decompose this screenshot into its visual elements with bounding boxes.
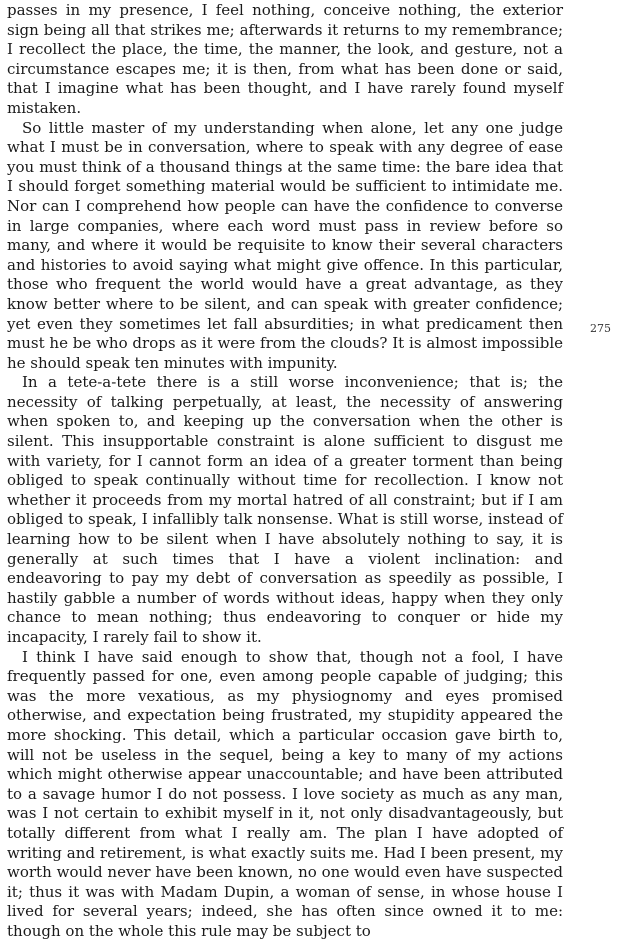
paragraph-1: passes in my presence, I feel nothing, conceive nothing, the exterior sign being all that strikes me; afterwards it returns to my remembrance; I recollect the place, the time, the manner, the look, and gesture, not a circumstance escapes me; it is then, from what has been done or said, that I imagine what has been thought, and I have rarely found myself mistaken. <box>7 1 563 117</box>
body-text <box>7 1 563 942</box>
paragraph-2: So little master of my understanding when alone, let any one judge what I must be in conversation, where to speak with any degree of ease you must think of a thousand things at the same time: the bare idea that I should forget something material would be sufficient to intimidate me. Nor can I comprehend how people can have the confidence to converse in large companies, where each word must pass in review before so many, and where it would be requisite to know their several characters and histories to avoid saying what might give offence. In this particular, those who frequent the world would have a great advantage, as they know better where to be silent, and can speak with greater confidence; yet even they sometimes let fall absurdities; in what predicament then must he be who drops as it were from the clouds? It is almost impossible he should speak ten minutes with impunity. <box>7 118 563 372</box>
page-number: 275 <box>590 322 611 335</box>
paragraph-3: In a tete-a-tete there is a still worse inconvenience; that is; the necessity of talking perpetually, at least, the necessity of answering when spoken to, and keeping up the conversation when the other is silent. This insupportable constraint is alone sufficient to disgust me with variety, for I cannot form an idea of a greater torment than being obliged to speak continually without time for recollection. I know not whether it proceeds from my mortal hatred of all constraint; but if I am obliged to speak, I infallibly talk nonsense. What is still worse, instead of learning how to be silent when I have absolutely nothing to say, it is generally at such times that I have a violent inclination: and endeavoring to pay my debt of conversation as speedily as possible, I hastily gabble a number of words without ideas, happy when they only chance to mean nothing; thus endeavoring to conquer or hide my incapacity, I rarely fail to show it. <box>7 373 563 646</box>
paragraph-4: I think I have said enough to show that, though not a fool, I have frequently passed for one, even among people capable of judging; this was the more vexatious, as my physiognomy and eyes promised otherwise, and expectation being frustrated, my stupidity appeared the more shocking. This detail, which a particular occasion gave birth to, will not be useless in the sequel, being a key to many of my actions which might otherwise appear unaccountable; and have been attributed to a savage humor I do not possess. I love society as much as any man, was I not certain to exhibit myself in it, not only disadvantageously, but totally different from what I really am. The plan I have adopted of writing and retirement, is what exactly suits me. Had I been present, my worth would never have been known, no one would even have suspected it; thus it was with Madam Dupin, a woman of sense, in whose house I lived for several years; indeed, she has often since owned it to me: though on the whole this rule may be subject to <box>7 647 563 940</box>
